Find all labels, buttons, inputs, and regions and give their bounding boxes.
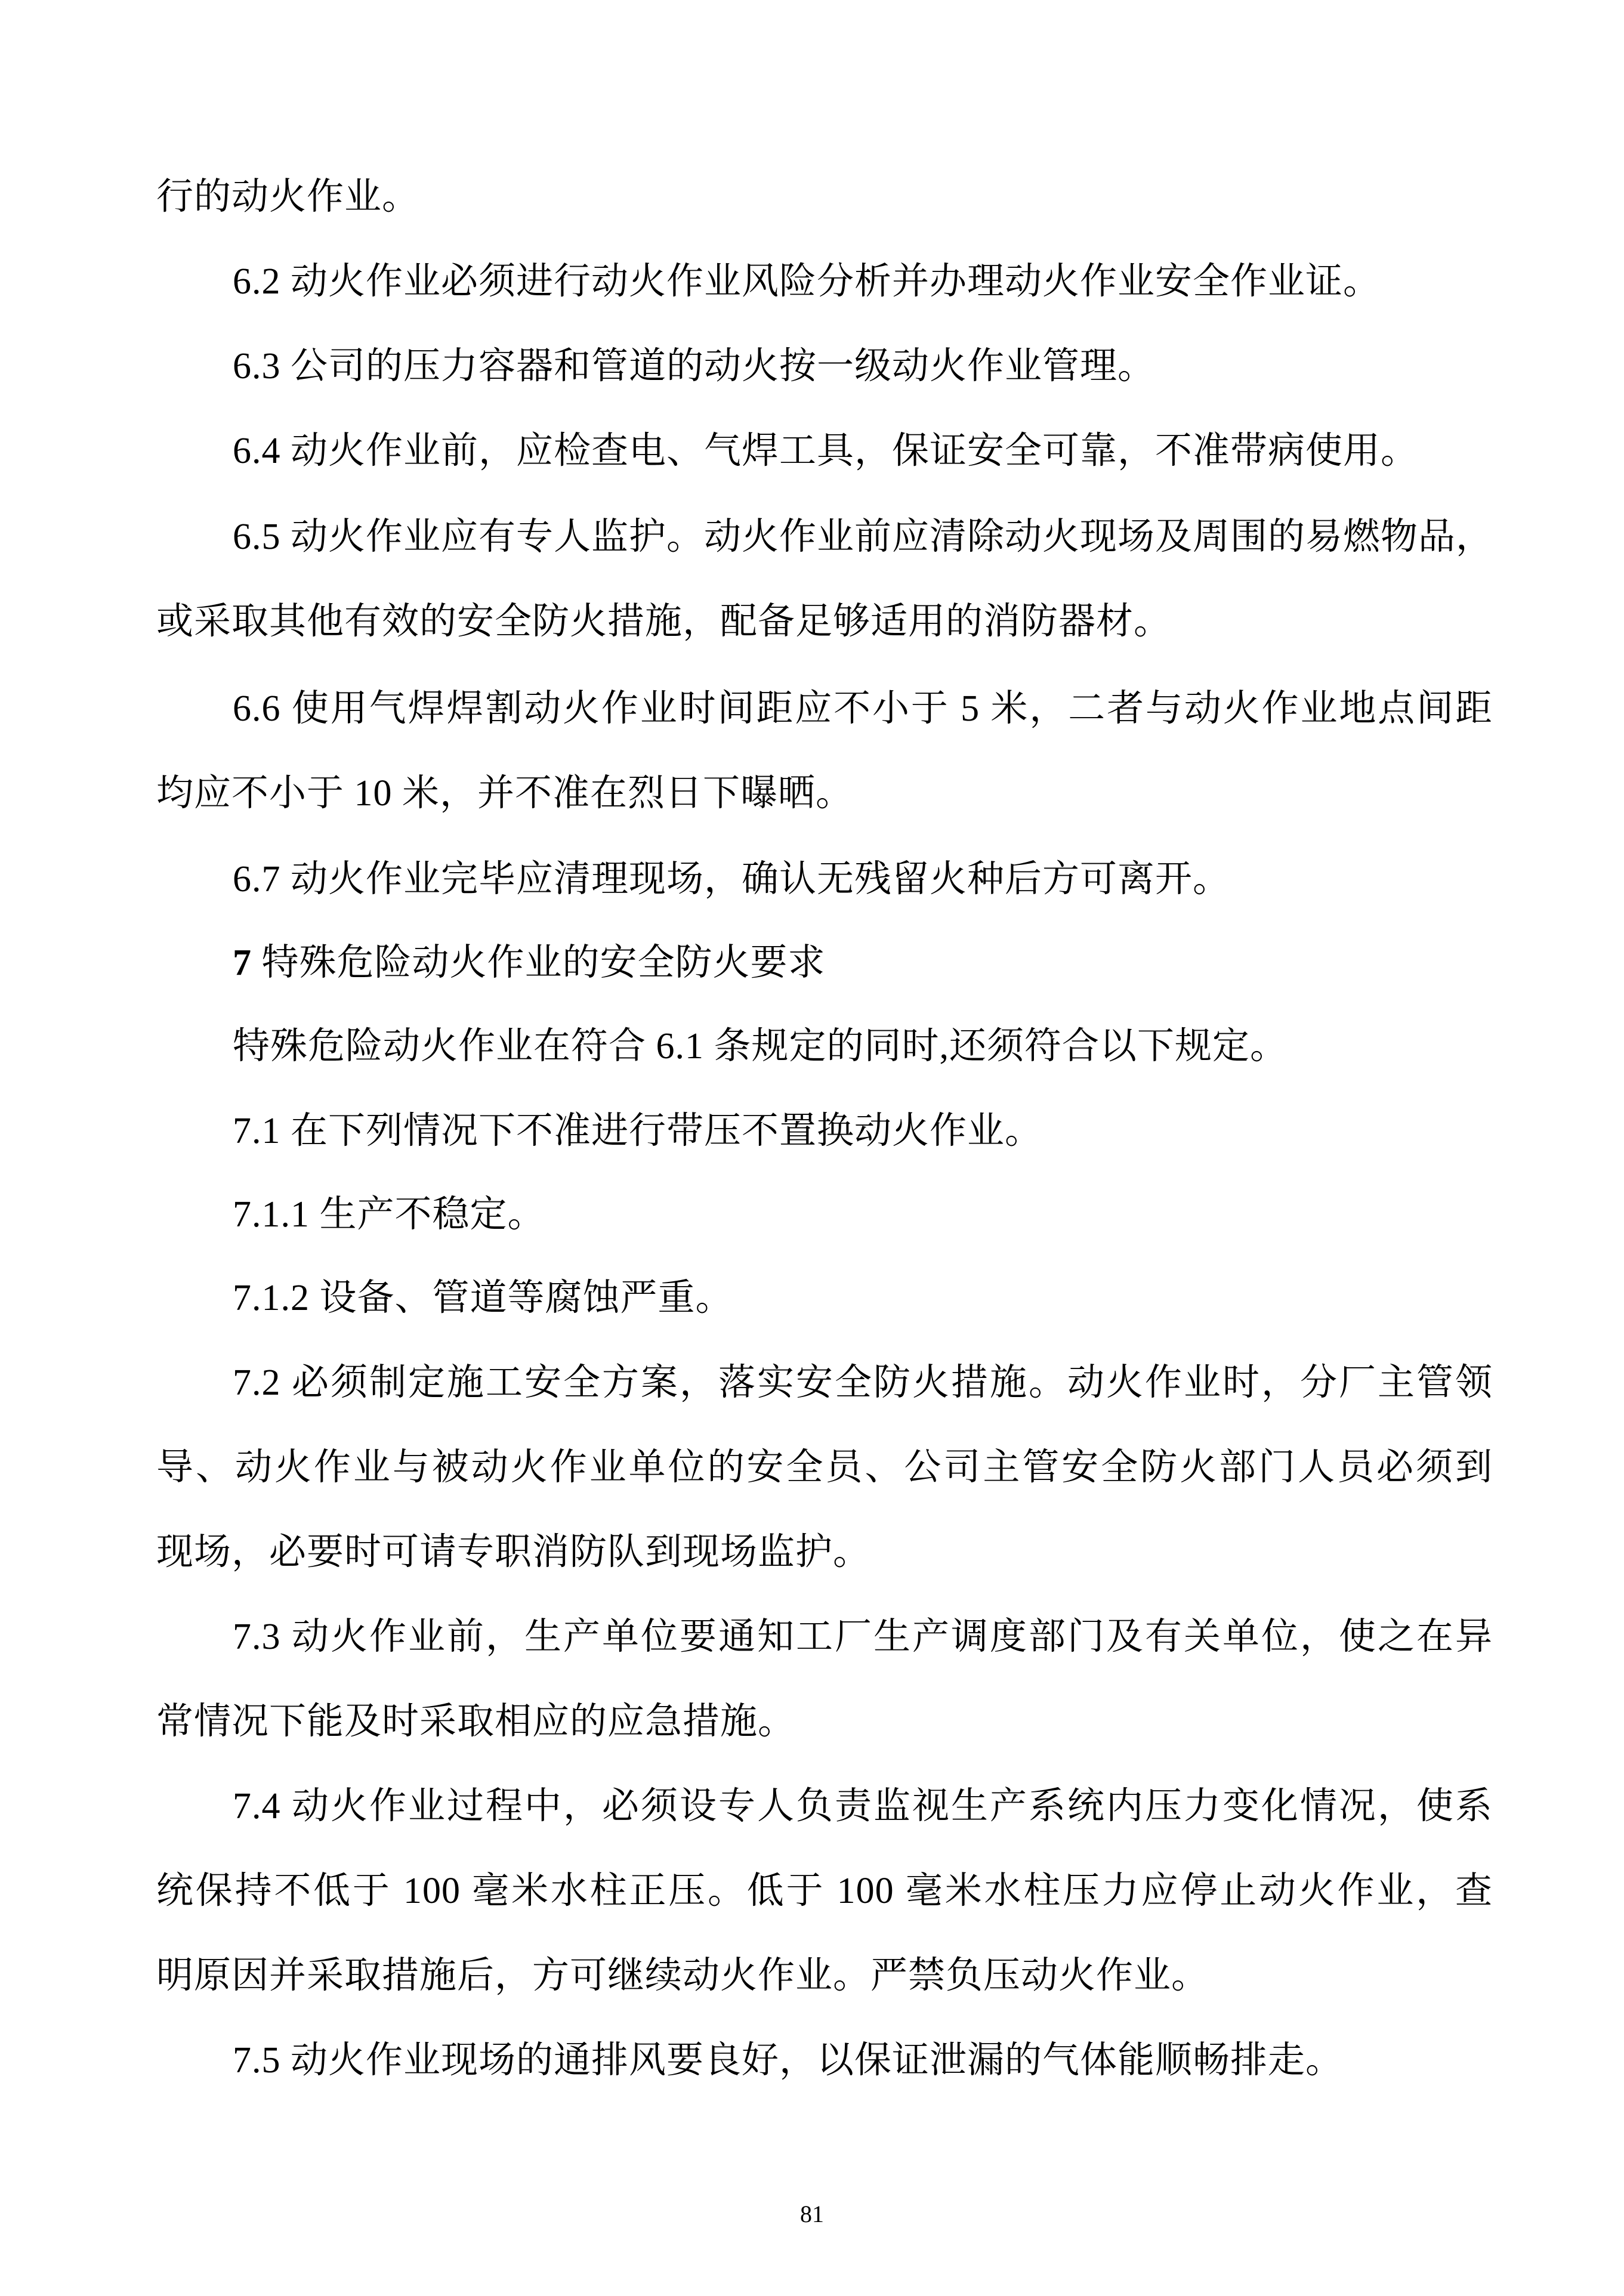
clause-7-2-line-3: 现场，必要时可请专职消防队到现场监护。 (156, 1532, 871, 1572)
paragraph-continuation: 行的动火作业。 (156, 177, 420, 217)
clause-7-4-line-3: 明原因并采取措施后，方可继续动火作业。严禁负压动火作业。 (156, 1955, 1209, 1996)
clause-7-3-line-2: 常情况下能及时采取相应的应急措施。 (156, 1701, 796, 1742)
clause-6-3: 6.3 公司的压力容器和管道的动火按一级动火作业管理。 (233, 346, 1156, 387)
clause-7-1: 7.1 在下列情况下不准进行带压不置换动火作业。 (233, 1111, 1043, 1151)
section-7-heading (233, 939, 1575, 987)
clause-7-2-line-1: 7.2 必须制定施工安全方案，落实安全防火措施。动火作业时，分厂主管领 (233, 1362, 1493, 1403)
page-number: 81 (800, 2201, 824, 2227)
clause-7-2-line-2: 导、动火作业与被动火作业单位的安全员、公司主管安全防火部门人员必须到 (156, 1447, 1493, 1488)
clause-7-4-line-2: 统保持不低于 100 毫米水柱正压。低于 100 毫米水柱压力应停止动火作业，查 (156, 1871, 1493, 1911)
clause-6-5-line-1: 6.5 动火作业应有专人监护。动火作业前应清除动火现场及周围的易燃物品， (233, 517, 1494, 557)
clause-6-6-line-1: 6.6 使用气焊焊割动火作业时间距应不小于 5 米，二者与动火作业地点间距 (233, 688, 1493, 729)
clause-6-7: 6.7 动火作业完毕应清理现场，确认无残留火种后方可离开。 (233, 859, 1231, 900)
section-title: 特殊危险动火作业的安全防火要求 (252, 942, 826, 983)
clause-6-2: 6.2 动火作业必须进行动火作业风险分析并办理动火作业安全作业证。 (233, 261, 1381, 302)
clause-7-3-line-1: 7.3 动火作业前，生产单位要通知工厂生产调度部门及有关单位，使之在异 (233, 1617, 1493, 1657)
clause-7-4-line-1: 7.4 动火作业过程中，必须设专人负责监视生产系统内压力变化情况，使系 (233, 1786, 1493, 1827)
section-7-intro: 特殊危险动火作业在符合 6.1 条规定的同时,还须符合以下规定。 (233, 1026, 1288, 1067)
clause-7-1-1: 7.1.1 生产不稳定。 (233, 1194, 545, 1235)
clause-7-5: 7.5 动火作业现场的通排风要良好，以保证泄漏的气体能顺畅排走。 (233, 2040, 1344, 2081)
clause-6-5-line-2: 或采取其他有效的安全防火措施，配备足够适用的消防器材。 (156, 601, 1172, 642)
section-number: 7 (233, 942, 252, 983)
clause-6-6-line-2: 均应不小于 10 米，并不准在烈日下曝晒。 (156, 773, 854, 814)
clause-7-1-2: 7.1.2 设备、管道等腐蚀严重。 (233, 1278, 733, 1318)
clause-6-4: 6.4 动火作业前，应检查电、气焊工具，保证安全可靠，不准带病使用。 (233, 431, 1419, 471)
